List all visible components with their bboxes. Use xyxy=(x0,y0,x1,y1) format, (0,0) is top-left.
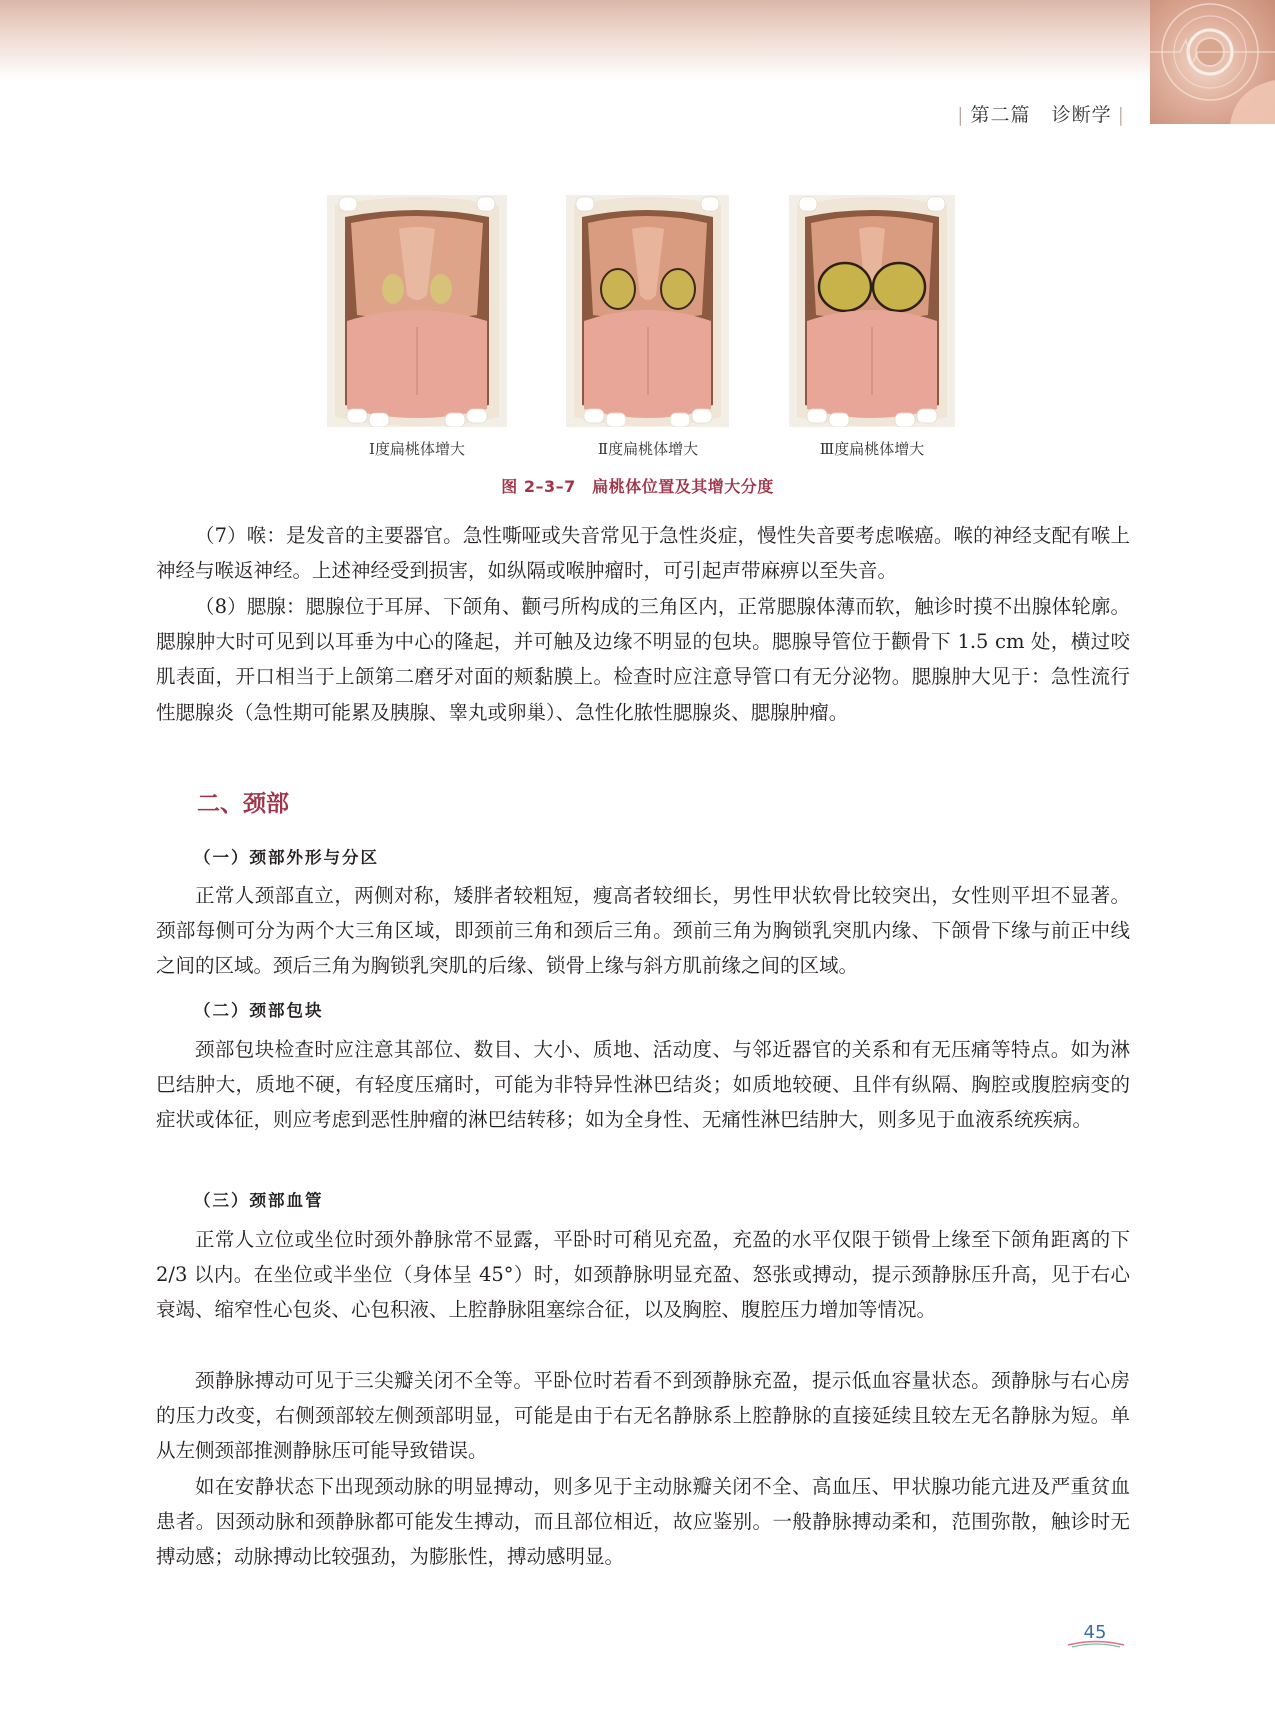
subsection-title-vessels: （三）颈部血管 xyxy=(194,1191,324,1210)
header-subject: 诊断学 xyxy=(1051,104,1112,126)
paragraph-vessels-1: 正常人立位或坐位时颈外静脉常不显露，平卧时可稍见充盈，充盈的水平仅限于锁骨上缘至下颌角距离的下 2/3 以内。在坐位或半坐位（身体呈 45°）时，如颈静脉明显充盈、怒张或搏动，提示颈静脉压升高，见于右心衰竭、缩窄性心包炎、心包积液、上腔静脉阻塞综合征，以及胸腔、腹腔压力增加等情况。 xyxy=(156,1228,1130,1322)
paragraph-larynx: （7）喉：是发音的主要器官。急性嘶哑或失音常见于急性炎症，慢性失音要考虑喉癌。喉的神经支配有喉上神经与喉返神经。上述神经受到损害，如纵隔或喉肿瘤时，可引起声带麻痹以至失音。 xyxy=(156,524,1130,583)
figure-label-grade-3: Ⅲ度扁桃体增大 xyxy=(819,440,925,458)
tonsil-figure-panel-3 xyxy=(789,195,955,427)
figure-label-grade-1: Ⅰ度扁桃体增大 xyxy=(369,440,465,458)
subsection-title-mass: （二）颈部包块 xyxy=(194,1001,324,1020)
tonsil-figure-panel-2 xyxy=(566,195,729,427)
paragraph-vessels-2: 颈静脉搏动可见于三尖瓣关闭不全等。平卧位时若看不到颈静脉充盈，提示低血容量状态。颈静脉与右心房的压力改变，右侧颈部较左侧颈部明显，可能是由于右无名静脉系上腔静脉的直接延续且较左无名静脉为短。单从左侧颈部推测静脉压可能导致错误。 xyxy=(156,1369,1130,1463)
paragraph-neck-mass: 颈部包块检查时应注意其部位、数目、大小、质地、活动度、与邻近器官的关系和有无压痛等特点。如为淋巴结肿大，质地不硬，有轻度压痛时，可能为非特异性淋巴结炎；如质地较硬、且伴有纵隔、胸腔或腹腔病变的症状或体征，则应考虑到恶性肿瘤的淋巴结转移；如为全身性、无痛性淋巴结肿大，则多见于血液系统疾病。 xyxy=(156,1038,1130,1132)
tonsil-figure-panel-1 xyxy=(327,195,507,427)
stethoscope-photo xyxy=(1150,0,1275,124)
header-band xyxy=(0,0,1275,80)
tonsil-grade-2-image xyxy=(566,195,729,427)
tonsil-grade-1-image xyxy=(327,195,507,427)
page-number xyxy=(1060,1622,1130,1643)
subsection-title-shape: （一）颈部外形与分区 xyxy=(194,848,379,867)
figure-caption: 图 2–3–7 扁桃体位置及其增大分度 xyxy=(501,477,774,496)
running-header: | 第二篇 诊断学 | xyxy=(957,104,1125,126)
paragraph-parotid: （8）腮腺：腮腺位于耳屏、下颌角、颧弓所构成的三角区内，正常腮腺体薄而软，触诊时摸不出腺体轮廓。腮腺肿大时可见到以耳垂为中心的隆起，并可触及边缘不明显的包块。腮腺导管位于颧骨下 1.5 cm 处，横过咬肌表面，开口相当于上颌第二磨牙对面的颊黏膜上。检查时应注意导管口有无分泌物。腮腺肿大见于：急性流行性腮腺炎（急性期可能累及胰腺、睾丸或卵巢）、急性化脓性腮腺炎、腮腺肿瘤。 xyxy=(156,595,1130,724)
header-part: 第二篇 xyxy=(970,104,1031,126)
figure-label-grade-2: Ⅱ度扁桃体增大 xyxy=(597,440,699,458)
paragraph-vessels-3: 如在安静状态下出现颈动脉的明显搏动，则多见于主动脉瓣关闭不全、高血压、甲状腺功能亢进及严重贫血患者。因颈动脉和颈静脉都可能发生搏动，而且部位相近，故应鉴别。一般静脉搏动柔和，范围弥散，触诊时无搏动感；动脉搏动比较强劲，为膨胀性，搏动感明显。 xyxy=(156,1475,1130,1569)
tonsil-grade-3-image xyxy=(789,195,955,427)
page-swoosh-icon xyxy=(1066,1640,1126,1648)
paragraph-neck-shape: 正常人颈部直立，两侧对称，矮胖者较粗短，瘦高者较细长，男性甲状软骨比较突出，女性则平坦不显著。颈部每侧可分为两个大三角区域，即颈前三角和颈后三角。颈前三角为胸锁乳突肌内缘、下颌骨下缘与前正中线之间的区域。颈后三角为胸锁乳突肌的后缘、锁骨上缘与斜方肌前缘之间的区域。 xyxy=(156,884,1130,978)
section-title-neck: 二、颈部 xyxy=(197,791,289,817)
page-number-text: 45 xyxy=(1083,1622,1107,1643)
